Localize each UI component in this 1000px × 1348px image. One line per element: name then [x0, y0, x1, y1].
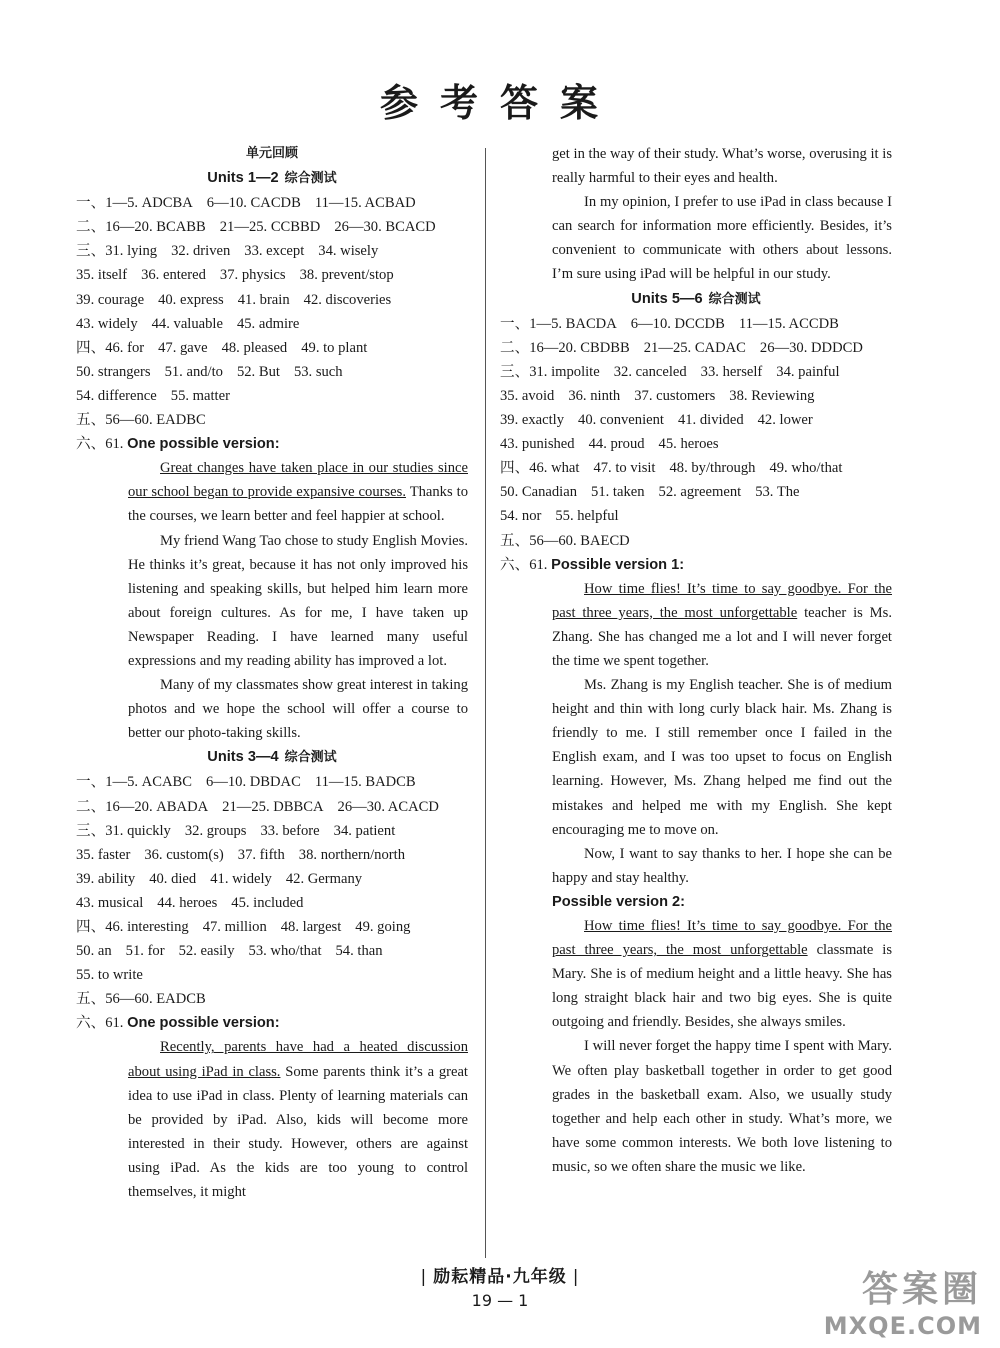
- writing-paragraph: Recently, parents have had a heated discussion about using iPad in class. Some parents think it’s a great idea to use iPad in class. Plenty of learning materials can be provided by iPad. Also, kids will become more interested in their study. However, others are against using iPad. As the kids are too young to control themselves, it might: [128, 1039, 468, 1201]
- footer-brand: | 励耘精品·九年级 |: [420, 1267, 580, 1287]
- writing-paragraph: How time flies! It’s time to say goodbye. For the past three years, the most unforgettable classmate is Mary. She is of medium height and a little heavy. She has long straight black hair and two big eyes. She is quite outgoing and friendly. Besides, she always smiles.: [552, 918, 892, 1031]
- answer-row: 43. widely 44. valuable 45. admire: [76, 315, 300, 332]
- answer-row: 三、31. lying 32. driven 33. except 34. wisely: [76, 243, 379, 260]
- right-column: [500, 142, 892, 1179]
- writing-label: Possible version 2:: [552, 893, 686, 910]
- answer-row: 54. difference 55. matter: [76, 387, 230, 404]
- watermark-logo: 答案圈: [861, 1269, 982, 1310]
- answer-row: 二、16—20. CBDBB 21—25. CADAC 26—30. DDDCD: [500, 339, 863, 356]
- writing-paragraph: Now, I want to say thanks to her. I hope she can be happy and stay healthy.: [552, 845, 892, 886]
- left-column: [76, 142, 468, 1204]
- answer-row: 39. ability 40. died 41. widely 42. Germany: [76, 870, 363, 887]
- watermark: [824, 1261, 982, 1340]
- writing-label: 六、61. Possible version 1:: [500, 556, 685, 573]
- writing-paragraph: Great changes have taken place in our studies since our school began to provide expansive courses. Thanks to the courses, we learn better and feel happier at school.: [128, 460, 468, 525]
- units-1-2-heading: Units 1—2 综合测试: [207, 170, 337, 187]
- writing-paragraph: get in the way of their study. What’s worse, overusing it is really harmful to their eyes and health.: [552, 146, 892, 187]
- answer-row: 一、1—5. BACDA 6—10. DCCDB 11—15. ACCDB: [500, 315, 839, 332]
- page-number: 19 — 1: [471, 1291, 529, 1310]
- writing-label: 六、61. One possible version:: [76, 436, 280, 453]
- answer-row: 五、56—60. EADBC: [76, 412, 206, 429]
- answer-row: 54. nor 55. helpful: [500, 508, 619, 525]
- answer-row: 55. to write: [76, 967, 143, 984]
- units-3-4-heading: Units 3—4 综合测试: [207, 749, 337, 766]
- answer-row: 五、56—60. EADCB: [76, 991, 206, 1008]
- writing-sample: [76, 456, 468, 745]
- writing-paragraph: How time flies! It’s time to say goodbye. For the past three years, the most unforgettable teacher is Ms. Zhang. She has changed me a lot and I will never forget the time we spent together.: [552, 580, 892, 669]
- answer-row: 二、16—20. ABADA 21—25. DBBCA 26—30. ACACD: [76, 798, 439, 815]
- writing-sample-1: [500, 577, 892, 1179]
- answer-row: 35. itself 36. entered 37. physics 38. prevent/stop: [76, 267, 394, 284]
- page-title: 参考答案: [379, 81, 620, 125]
- watermark-url: MXQE.COM: [823, 1312, 982, 1340]
- answer-row: 50. strangers 51. and/to 52. But 53. such: [76, 363, 343, 380]
- answer-row: 三、31. impolite 32. canceled 33. herself 34. painful: [500, 363, 840, 380]
- column-divider: [485, 148, 486, 1258]
- answer-row: 一、1—5. ADCBA 6—10. CACDB 11—15. ACBAD: [76, 195, 416, 212]
- answer-row: 二、16—20. BCABB 21—25. CCBBD 26—30. BCACD: [76, 219, 436, 236]
- answer-row: 三、31. quickly 32. groups 33. before 34. patient: [76, 822, 396, 839]
- writing-paragraph: Ms. Zhang is my English teacher. She is of medium height and thin with long curly black hair. Ms. Zhang is friendly to me. I still remember once I failed in the English exam, and I was too upset to focus on English learning. However, Ms. Zhang helped me find out the mistakes and helped me with my English. She kept encouraging me to move on.: [552, 677, 892, 838]
- answer-row: 43. punished 44. proud 45. heroes: [500, 436, 719, 453]
- writing-label: 六、61. One possible version:: [76, 1015, 280, 1032]
- answer-row: 四、46. for 47. gave 48. pleased 49. to plant: [76, 339, 368, 356]
- answer-row: 35. avoid 36. ninth 37. customers 38. Reviewing: [500, 387, 815, 404]
- writing-paragraph: My friend Wang Tao chose to study English Movies. He thinks it’s great, because it has not only improved his listening and speaking skills, but helped him learn more about foreign cultures. As for me, I have taken up Newspaper Reading. I have learned many useful expressions and my reading ability has improved a lot.: [128, 532, 468, 669]
- answer-row: 四、46. what 47. to visit 48. by/through 49. who/that: [500, 460, 843, 477]
- writing-paragraph: Many of my classmates show great interest in taking photos and we hope the school will offer a course to better our photo-taking skills.: [128, 677, 468, 742]
- answer-row: 39. exactly 40. convenient 41. divided 42. lower: [500, 412, 813, 429]
- writing-paragraph: In my opinion, I prefer to use iPad in class because I can search for information more efficiently. Besides, it’s convenient to communicate with others about lessons. I’m sure using iPad will be helpful in our study.: [552, 194, 892, 283]
- units-5-6-heading: Units 5—6 综合测试: [631, 290, 761, 307]
- answer-row: 39. courage 40. express 41. brain 42. discoveries: [76, 291, 392, 308]
- answer-row: 50. Canadian 51. taken 52. agreement 53. The: [500, 484, 800, 501]
- answer-row: 五、56—60. BAECD: [500, 532, 630, 549]
- answer-row: 50. an 51. for 52. easily 53. who/that 54. than: [76, 943, 383, 960]
- writing-sample: [500, 142, 892, 287]
- section-heading: 单元回顾: [245, 146, 298, 161]
- answer-row: 43. musical 44. heroes 45. included: [76, 894, 304, 911]
- answer-row: 四、46. interesting 47. million 48. largest 49. going: [76, 919, 411, 935]
- writing-paragraph: I will never forget the happy time I spent with Mary. We often play basketball together in order to get good grades in the basketball exam. Also, we usually study together and help each other in study. What’s more, we have some common interests. We both love listening to music, so we often share the music we like.: [552, 1038, 892, 1175]
- writing-sample: [76, 1035, 468, 1204]
- answer-row: 35. faster 36. custom(s) 37. fifth 38. northern/north: [76, 846, 405, 863]
- answer-row: 一、1—5. ACABC 6—10. DBDAC 11—15. BADCB: [76, 774, 416, 791]
